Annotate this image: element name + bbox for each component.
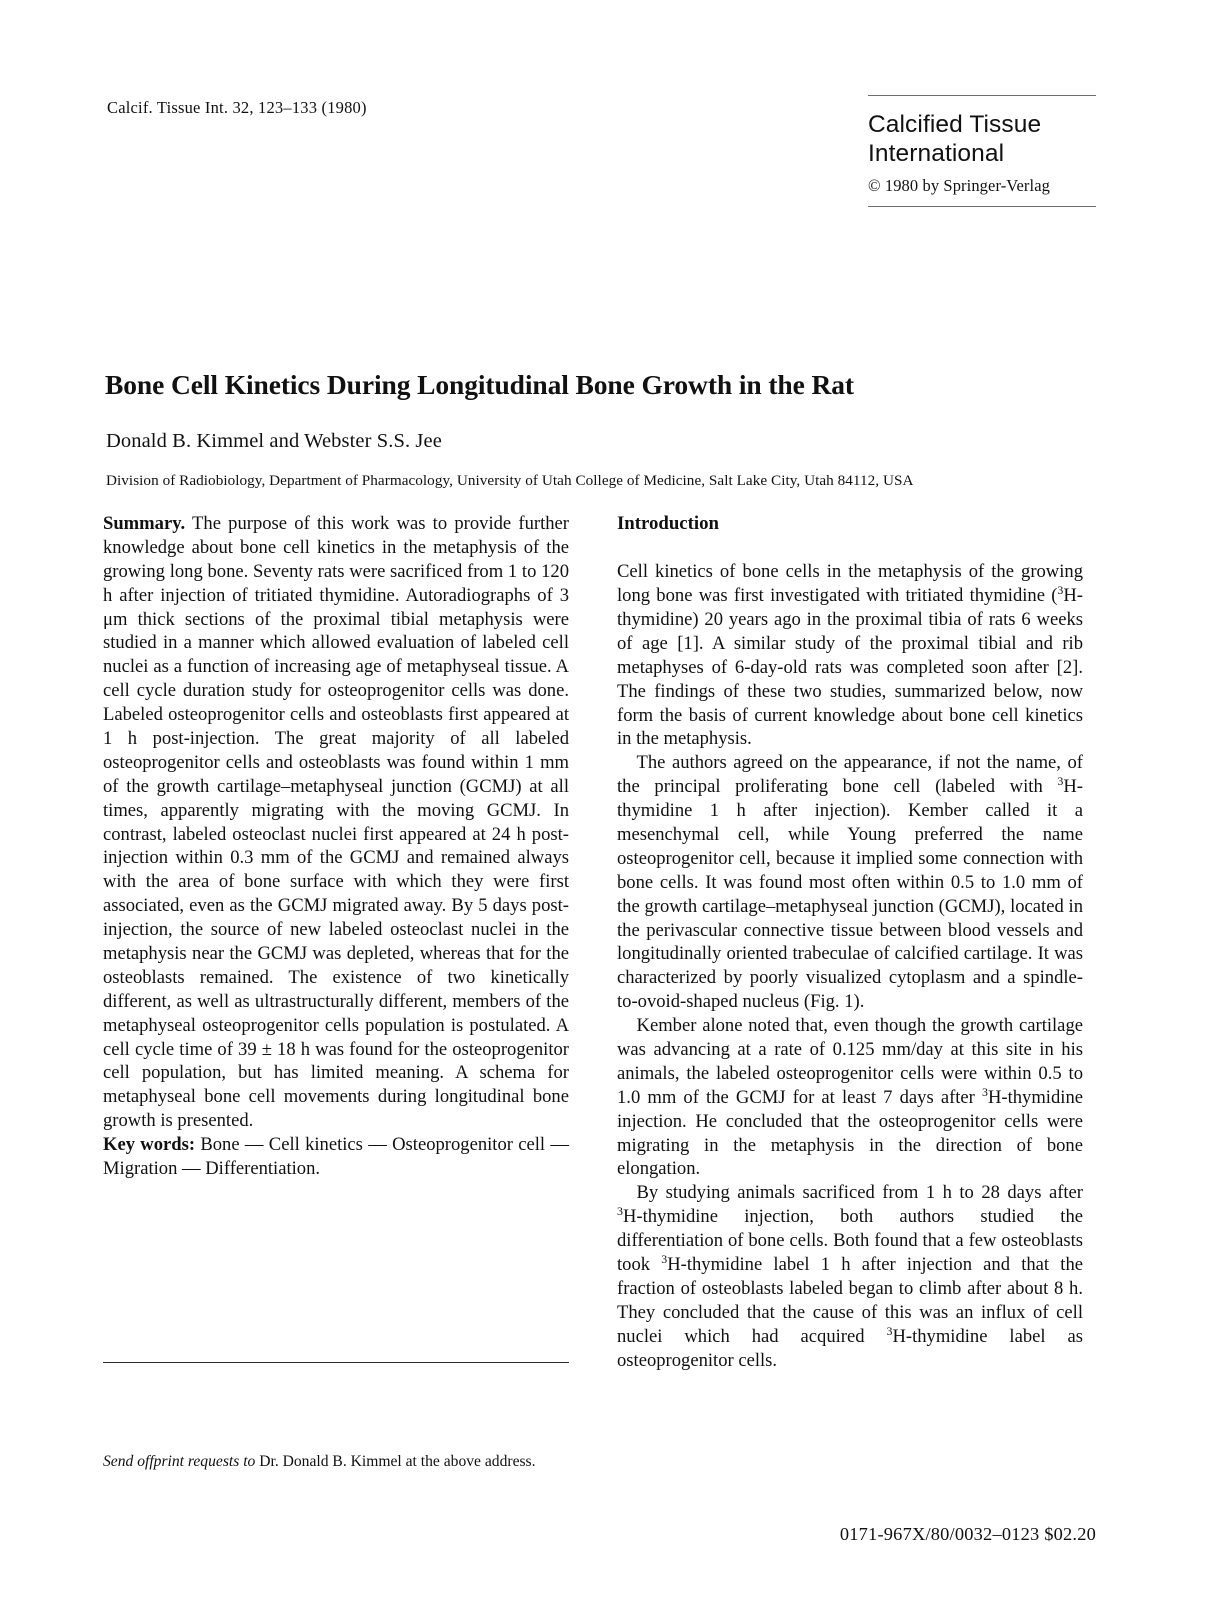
intro-p4-part-d: H-thymidine label as osteoprogenitor cells. [617,1325,1083,1371]
isotope-superscript: 3 [661,1251,668,1266]
intro-paragraph-2 [617,751,1083,1014]
keywords-label: Key words: [103,1134,196,1156]
journal-name [868,110,1096,169]
offprint-footnote [103,1452,569,1471]
intro-p4-part-a: By studying animals sacrificed from 1 h to 28 days after [636,1182,1083,1204]
isotope-superscript: 3 [982,1084,988,1099]
isotope-superscript: 3 [886,1323,893,1338]
issn-pricing-line: 0171-967X/80/0032–0123 $02.20 [839,1524,1096,1544]
summary-body: The purpose of this work was to provide further knowledge about bone cell kinetics in the metaphysis of the growing long bone. Seventy rats were sacrificed from 1 to 120 h after injection of tritiated thymidine. Autoradiographs of 3 μm thick sections of the proximal tibial metaphysis were studied in a manner which allowed evaluation of labeled cell nuclei as a function of increasing age of metaphyseal tissue. A cell cycle duration study for osteoprogenitor cells was done. Labeled osteoprogenitor cells and osteoblasts first appeared at 1 h post-injection. The great majority of all labeled osteoprogenitor cells and osteoblasts was found within 1 mm of the growth cartilage–metaphyseal junction (GCMJ) at all times, apparently migrating with the moving GCMJ. In contrast, labeled osteoclast nuclei first appeared at 24 h post-injection within 0.3 mm of the GCMJ and remained always with the area of bone surface with which they were first associated, even as the GCMJ migrated away. By 5 days post-injection, the source of new labeled osteoclast nuclei in the metaphysis near the GCMJ was depleted, whereas that for the osteoblasts remained. The existence of two kinetically different, as well as ultrastructurally different, members of the metaphyseal osteoprogenitor cells population is postulated. A cell cycle time of 39 ± 18 h was found for the osteoprogenitor cell population, but has limited meaning. A schema for metaphyseal bone cell movements during longitudinal bone growth is presented. [103,513,569,1132]
column-left [103,512,569,1181]
author-affiliation: Division of Radiobiology, Department of Pharmacology, University of Utah College of Medicine, Salt Lake City, Utah 84112, USA [106,472,914,489]
running-head-citation: Calcif. Tissue Int. 32, 123–133 (1980) [107,98,367,117]
intro-p3-part-b: H-thymidine injection. He concluded that the osteoprogenitor cells were migrating in the metaphysis in the direction of bone elongation. [617,1086,1083,1180]
journal-name-line2: International [868,140,1005,168]
isotope-superscript: 3 [1057,774,1064,789]
intro-p2-part-b: H-thymidine 1 h after injection). Kember called it a mesenchymal cell, while Young preferred the name osteoprogenitor cell, because it implied some connection with bone cells. It was found most often within 0.5 to 1.0 mm of the growth cartilage–metaphyseal junction (GCMJ), located in the perivascular connective tissue between blood vessels and longitudinally oriented trabeculae of calcified cartilage. It was characterized by poorly visualized cytoplasm and a spindle-to-ovoid-shaped nucleus (Fig. 1). [617,776,1083,1013]
intro-p3-part-a: Kember alone noted that, even though the growth cartilage was advancing at a rate of 0.125 mm/day at this site in his animals, the labeled osteoprogenitor cells were within 0.5 to 1.0 mm of the GCMJ for at least 7 days after [617,1015,1083,1108]
footnote-body: Dr. Donald B. Kimmel at the above address. [255,1453,536,1470]
intro-p1-part-b: H-thymidine) 20 years ago in the proximal tibia of rats 6 weeks of age [1]. A similar study of the proximal tibial and rib metaphyses of 6-day-old rats was completed soon after [2]. The findings of these two studies, summarized below, now form the basis of current knowledge about bone cell kinetics in the metaphysis. [617,585,1083,750]
journal-masthead [868,95,1096,207]
intro-paragraph-4 [617,1181,1083,1372]
intro-p2-part-a: The authors agreed on the appearance, if not the name, of the principal proliferating bone cell (labeled with [617,752,1083,798]
isotope-superscript: 3 [1057,582,1064,597]
footnote-separator-rule [103,1362,569,1363]
author-list: Donald B. Kimmel and Webster S.S. Jee [106,430,442,452]
intro-p4-part-b: H-thymidine injection, both authors studied the differentiation of bone cells. Both found that a few osteoblasts took [617,1206,1083,1276]
journal-name-line1: Calcified Tissue [868,111,1042,138]
keywords-paragraph [103,1133,569,1181]
article-title: Bone Cell Kinetics During Longitudinal Bone Growth in the Rat [105,369,854,401]
intro-paragraph-1 [617,560,1083,751]
keywords-body: Bone — Cell kinetics — Osteoprogenitor cell — Migration — Differentiation. [103,1134,569,1180]
footnote-italic-lead: Send offprint requests to [103,1453,256,1470]
intro-paragraph-3 [617,1014,1083,1181]
intro-p1-part-a: Cell kinetics of bone cells in the metaphysis of the growing long bone was first investigated with tritiated thymidine ( [617,561,1083,607]
summary-paragraph [103,512,569,1133]
column-right [617,512,1083,1372]
section-heading-introduction: Introduction [617,513,719,534]
masthead-rule-top [868,95,1096,96]
intro-p4-part-c: H-thymidine label 1 h after injection and that the fraction of osteoblasts labeled began to climb after about 8 h. They concluded that the cause of this was an influx of cell nuclei which had acquired [617,1254,1083,1347]
isotope-superscript: 3 [617,1204,623,1219]
copyright-notice: © 1980 by Springer-Verlag [868,175,1050,195]
summary-label: Summary. [103,513,186,534]
masthead-rule-bottom [868,206,1096,207]
